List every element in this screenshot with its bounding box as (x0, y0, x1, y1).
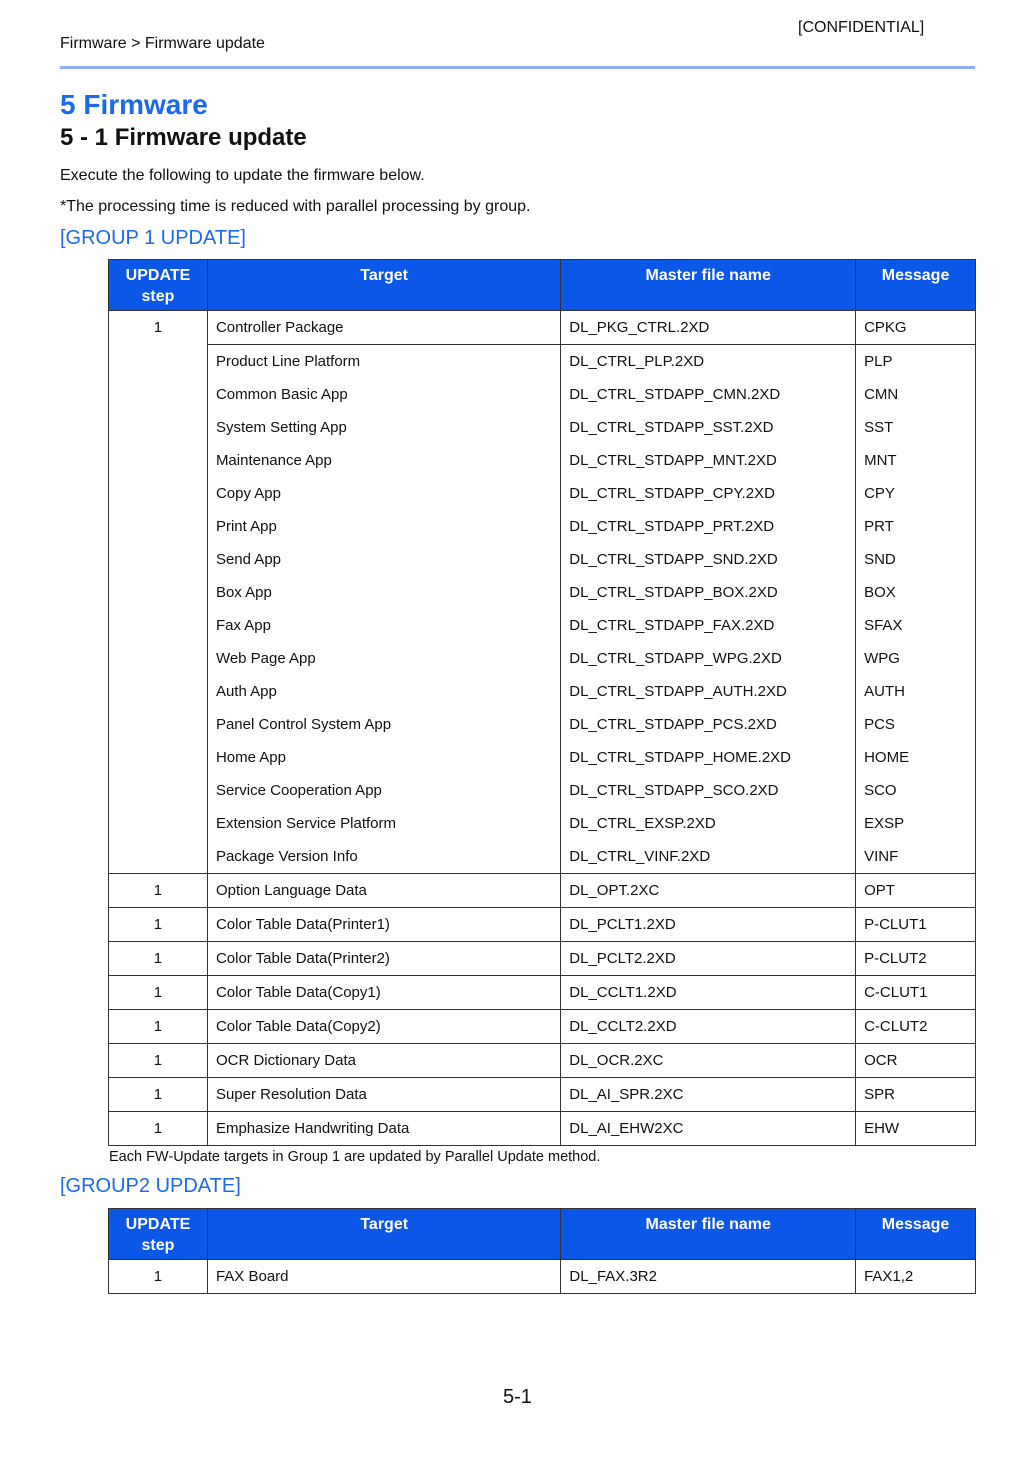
cell-file: DL_AI_EHW2XC (561, 1112, 856, 1146)
cell-message: SPR (856, 1078, 976, 1112)
section-title: 5 - 1 Firmware update (60, 124, 307, 151)
cell-target: Panel Control System App (207, 708, 560, 741)
cell-file: DL_CTRL_STDAPP_WPG.2XD (561, 642, 856, 675)
cell-file: DL_OCR.2XC (561, 1044, 856, 1078)
cell-message: SND (856, 543, 976, 576)
cell-file: DL_CCLT2.2XD (561, 1010, 856, 1044)
table-row (109, 741, 976, 774)
cell-step (109, 642, 208, 675)
cell-file: DL_CTRL_STDAPP_SCO.2XD (561, 774, 856, 807)
cell-message: SST (856, 411, 976, 444)
cell-message: PCS (856, 708, 976, 741)
cell-file: DL_AI_SPR.2XC (561, 1078, 856, 1112)
cell-message: VINF (856, 840, 976, 874)
cell-step: 1 (109, 1112, 208, 1146)
table-row (109, 1044, 976, 1078)
column-header-step: UPDATE step (109, 1209, 208, 1260)
cell-file: DL_FAX.3R2 (561, 1260, 856, 1294)
cell-target: Color Table Data(Printer2) (207, 942, 560, 976)
group1-note: Each FW-Update targets in Group 1 are updated by Parallel Update method. (109, 1149, 601, 1165)
cell-message: OPT (856, 874, 976, 908)
table-row (109, 477, 976, 510)
column-header-file: Master file name (561, 1209, 856, 1260)
breadcrumb: Firmware > Firmware update (60, 35, 265, 52)
cell-file: DL_CTRL_STDAPP_MNT.2XD (561, 444, 856, 477)
cell-step (109, 378, 208, 411)
column-header-step: UPDATE step (109, 260, 208, 311)
cell-target: Auth App (207, 675, 560, 708)
cell-target: Box App (207, 576, 560, 609)
table-row (109, 874, 976, 908)
cell-message: C-CLUT2 (856, 1010, 976, 1044)
header-divider (60, 66, 975, 69)
cell-message: PRT (856, 510, 976, 543)
table-header-row (109, 260, 976, 311)
cell-message: EHW (856, 1112, 976, 1146)
cell-step (109, 576, 208, 609)
cell-target: Copy App (207, 477, 560, 510)
cell-step: 1 (109, 908, 208, 942)
cell-message: WPG (856, 642, 976, 675)
cell-file: DL_PCLT1.2XD (561, 908, 856, 942)
cell-target: Send App (207, 543, 560, 576)
table-row (109, 774, 976, 807)
table-row (109, 1078, 976, 1112)
cell-message: CMN (856, 378, 976, 411)
table-row (109, 840, 976, 874)
cell-message: PLP (856, 345, 976, 379)
cell-file: DL_CTRL_VINF.2XD (561, 840, 856, 874)
cell-target: Fax App (207, 609, 560, 642)
table-row (109, 708, 976, 741)
table-row (109, 976, 976, 1010)
cell-file: DL_CTRL_STDAPP_FAX.2XD (561, 609, 856, 642)
cell-target: System Setting App (207, 411, 560, 444)
cell-target: Color Table Data(Copy2) (207, 1010, 560, 1044)
column-header-file: Master file name (561, 260, 856, 311)
table-row (109, 609, 976, 642)
cell-file: DL_PKG_CTRL.2XD (561, 311, 856, 345)
cell-step: 1 (109, 976, 208, 1010)
cell-target: FAX Board (207, 1260, 560, 1294)
group2-table (108, 1208, 976, 1294)
table-row (109, 908, 976, 942)
table-row (109, 675, 976, 708)
table-row (109, 576, 976, 609)
table-row (109, 311, 976, 345)
cell-target: Print App (207, 510, 560, 543)
cell-target: Package Version Info (207, 840, 560, 874)
cell-step (109, 477, 208, 510)
column-header-target: Target (207, 1209, 560, 1260)
cell-message: SCO (856, 774, 976, 807)
column-header-message: Message (856, 1209, 976, 1260)
cell-step: 1 (109, 874, 208, 908)
cell-step (109, 543, 208, 576)
cell-step (109, 345, 208, 379)
cell-file: DL_CTRL_STDAPP_CMN.2XD (561, 378, 856, 411)
cell-file: DL_CTRL_PLP.2XD (561, 345, 856, 379)
cell-step: 1 (109, 1010, 208, 1044)
cell-message: FAX1,2 (856, 1260, 976, 1294)
cell-target: Maintenance App (207, 444, 560, 477)
cell-file: DL_PCLT2.2XD (561, 942, 856, 976)
cell-step (109, 444, 208, 477)
cell-target: Home App (207, 741, 560, 774)
table-row (109, 378, 976, 411)
cell-file: DL_CTRL_STDAPP_PCS.2XD (561, 708, 856, 741)
intro-text: Execute the following to update the firmware below. (60, 167, 425, 184)
cell-target: Service Cooperation App (207, 774, 560, 807)
cell-target: Emphasize Handwriting Data (207, 1112, 560, 1146)
table-row (109, 642, 976, 675)
cell-step (109, 675, 208, 708)
cell-target: Option Language Data (207, 874, 560, 908)
cell-file: DL_CTRL_STDAPP_BOX.2XD (561, 576, 856, 609)
cell-message: AUTH (856, 675, 976, 708)
processing-note: *The processing time is reduced with parallel processing by group. (60, 198, 531, 215)
cell-target: Extension Service Platform (207, 807, 560, 840)
cell-target: Common Basic App (207, 378, 560, 411)
confidential-label: [CONFIDENTIAL] (798, 19, 925, 36)
cell-message: CPY (856, 477, 976, 510)
cell-file: DL_CTRL_STDAPP_SST.2XD (561, 411, 856, 444)
cell-step (109, 807, 208, 840)
cell-step: 1 (109, 1260, 208, 1294)
table-row (109, 444, 976, 477)
cell-file: DL_CTRL_STDAPP_AUTH.2XD (561, 675, 856, 708)
table-header-row (109, 1209, 976, 1260)
cell-step: 1 (109, 942, 208, 976)
cell-target: Super Resolution Data (207, 1078, 560, 1112)
cell-message: OCR (856, 1044, 976, 1078)
cell-message: BOX (856, 576, 976, 609)
table-row (109, 807, 976, 840)
cell-file: DL_CTRL_STDAPP_SND.2XD (561, 543, 856, 576)
cell-step (109, 609, 208, 642)
cell-target: Color Table Data(Printer1) (207, 908, 560, 942)
table-row (109, 1010, 976, 1044)
cell-target: Controller Package (207, 311, 560, 345)
cell-step: 1 (109, 1078, 208, 1112)
cell-step (109, 741, 208, 774)
cell-message: P-CLUT2 (856, 942, 976, 976)
cell-step (109, 840, 208, 874)
cell-message: CPKG (856, 311, 976, 345)
cell-file: DL_CTRL_STDAPP_PRT.2XD (561, 510, 856, 543)
cell-message: MNT (856, 444, 976, 477)
table-row (109, 1112, 976, 1146)
group1-table (108, 259, 976, 1146)
chapter-title: 5 Firmware (60, 89, 208, 120)
cell-file: DL_CCLT1.2XD (561, 976, 856, 1010)
cell-file: DL_CTRL_EXSP.2XD (561, 807, 856, 840)
cell-step (109, 510, 208, 543)
table-row (109, 1260, 976, 1294)
group2-heading: [GROUP2 UPDATE] (60, 1175, 241, 1197)
cell-message: HOME (856, 741, 976, 774)
column-header-message: Message (856, 260, 976, 311)
cell-message: SFAX (856, 609, 976, 642)
cell-step (109, 411, 208, 444)
cell-target: Color Table Data(Copy1) (207, 976, 560, 1010)
page-number: 5-1 (503, 1386, 532, 1408)
cell-step (109, 708, 208, 741)
cell-file: DL_CTRL_STDAPP_HOME.2XD (561, 741, 856, 774)
cell-message: EXSP (856, 807, 976, 840)
table-row (109, 543, 976, 576)
table-row (109, 345, 976, 379)
table-row (109, 942, 976, 976)
table-row (109, 411, 976, 444)
cell-target: Product Line Platform (207, 345, 560, 379)
group1-heading: [GROUP 1 UPDATE] (60, 227, 246, 249)
table-row (109, 510, 976, 543)
cell-target: Web Page App (207, 642, 560, 675)
cell-step: 1 (109, 1044, 208, 1078)
column-header-target: Target (207, 260, 560, 311)
cell-message: P-CLUT1 (856, 908, 976, 942)
cell-file: DL_CTRL_STDAPP_CPY.2XD (561, 477, 856, 510)
cell-step (109, 774, 208, 807)
cell-step: 1 (109, 311, 208, 345)
cell-message: C-CLUT1 (856, 976, 976, 1010)
cell-target: OCR Dictionary Data (207, 1044, 560, 1078)
cell-file: DL_OPT.2XC (561, 874, 856, 908)
